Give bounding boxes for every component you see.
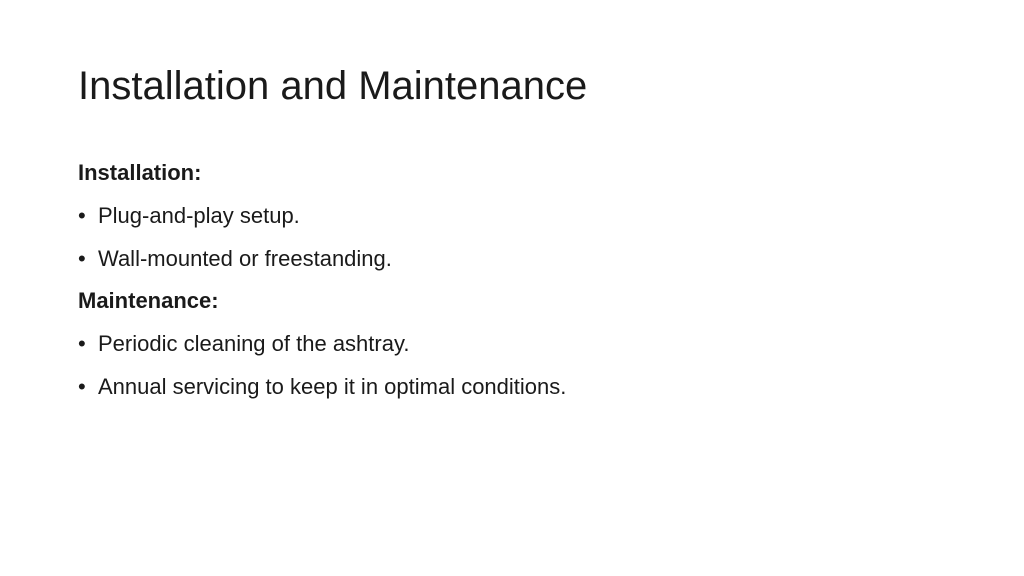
- installation-bullet-list: [78, 194, 958, 280]
- list-item: [78, 365, 958, 408]
- list-item-text: Wall-mounted or freestanding.: [98, 246, 392, 271]
- installation-section: [78, 152, 958, 280]
- list-item-text: Plug-and-play setup.: [98, 203, 300, 228]
- bullet-icon: •: [78, 203, 86, 228]
- maintenance-bullet-list: [78, 322, 958, 408]
- bullet-icon: •: [78, 331, 86, 356]
- installation-heading: Installation:: [78, 160, 202, 185]
- maintenance-heading: Maintenance:: [78, 288, 219, 313]
- list-item-text: Annual servicing to keep it in optimal conditions.: [98, 374, 567, 399]
- slide-title: Installation and Maintenance: [78, 64, 588, 108]
- bullet-icon: •: [78, 246, 86, 271]
- list-item-text: Periodic cleaning of the ashtray.: [98, 331, 410, 356]
- list-item: [78, 237, 958, 280]
- list-item: [78, 194, 958, 237]
- list-item: [78, 322, 958, 365]
- bullet-icon: •: [78, 374, 86, 399]
- maintenance-section: [78, 280, 958, 408]
- slide-body: [78, 152, 958, 408]
